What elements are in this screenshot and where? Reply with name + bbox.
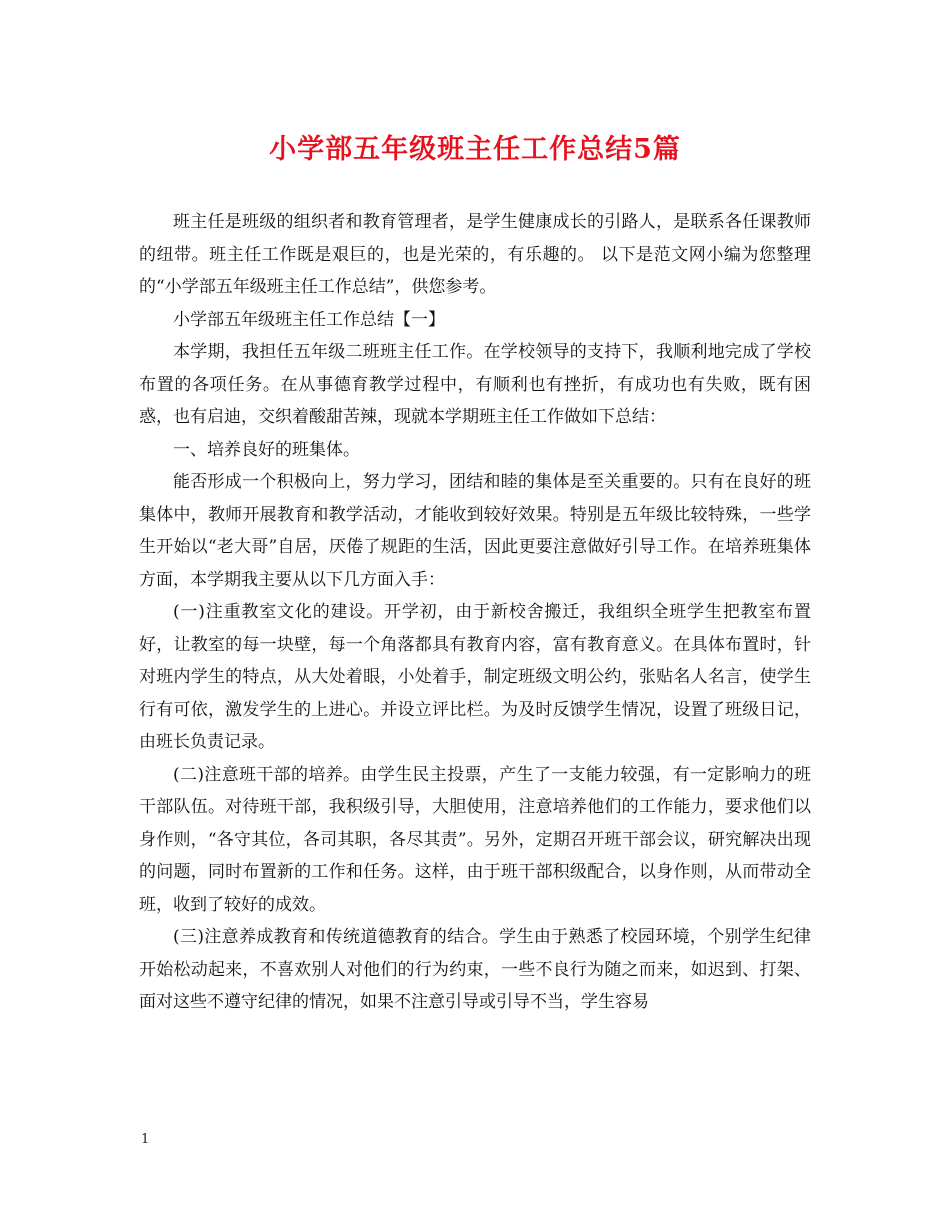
- paragraph-classroom-culture: (一)注重教室文化的建设。开学初，由于新校舍搬迁，我组织全班学生把教室布置好，让教室的每一块壁，每一个角落都具有教育内容，富有教育意义。在具体布置时，针对班内学生的特点，从大处着眼，小处着手，制定班级文明公约，张贴名人名言，使学生行有可依，激发学生的上进心。并设立评比栏。为及时反馈学生情况，设置了班级日记，由班长负责记录。: [139, 602, 811, 752]
- paragraph-collective: 能否形成一个积极向上，努力学习，团结和睦的集体是至关重要的。只有在良好的班集体中，教师开展教育和教学活动，才能收到较好效果。特别是五年级比较特殊，一些学生开始以“老大哥”自居，厌倦了规距的生活，因此更要注意做好引导工作。在培养班集体方面，本学期我主要从以下几方面入手：: [139, 472, 811, 590]
- document-title: 小学部五年级班主任工作总结5篇: [269, 134, 681, 165]
- subheading-class-collective: 一、培养良好的班集体。: [173, 439, 360, 460]
- section-heading-one: 小学部五年级班主任工作总结【一】: [173, 309, 445, 330]
- page-number: 1: [141, 1132, 150, 1147]
- document-body: [139, 206, 811, 1019]
- paragraph-class-cadres: (二)注意班干部的培养。由学生民主投票，产生了一支能力较强，有一定影响力的班干部队伍。对待班干部，我积级引导，大胆使用，注意培养他们的工作能力，要求他们以身作则，“各守其位，各司其职，各尽其责”。另外，定期召开班干部会议，研究解决出现的问题，同时布置新的工作和任务。这样，由于班干部积级配合，以身作则，从而带动全班，收到了较好的成效。: [139, 764, 811, 915]
- paragraph-habit-education: (三)注意养成教育和传统道德教育的结合。学生由于熟悉了校园环境，个别学生纪律开始松动起来，不喜欢别人对他们的行为约束，一些不良行为随之而来，如迟到、打架、面对这些不遵守纪律的情况，如果不注意引导或引导不当，学生容易: [139, 927, 811, 1012]
- paragraph-semester: 本学期，我担任五年级二班班主任工作。在学校领导的支持下，我顺利地完成了学校布置的各项任务。在从事德育教学过程中，有顺利也有挫折，有成功也有失败，既有困惑，也有启迪，交织着酸甜苦辣，现就本学期班主任工作做如下总结：: [139, 342, 811, 427]
- paragraph-intro: 班主任是班级的组织者和教育管理者，是学生健康成长的引路人，是联系各任课教师的纽带。班主任工作既是艰巨的，也是光荣的，有乐趣的。 以下是范文网小编为您整理的“小学部五年级班主任工作总结”，供您参考。: [139, 212, 811, 297]
